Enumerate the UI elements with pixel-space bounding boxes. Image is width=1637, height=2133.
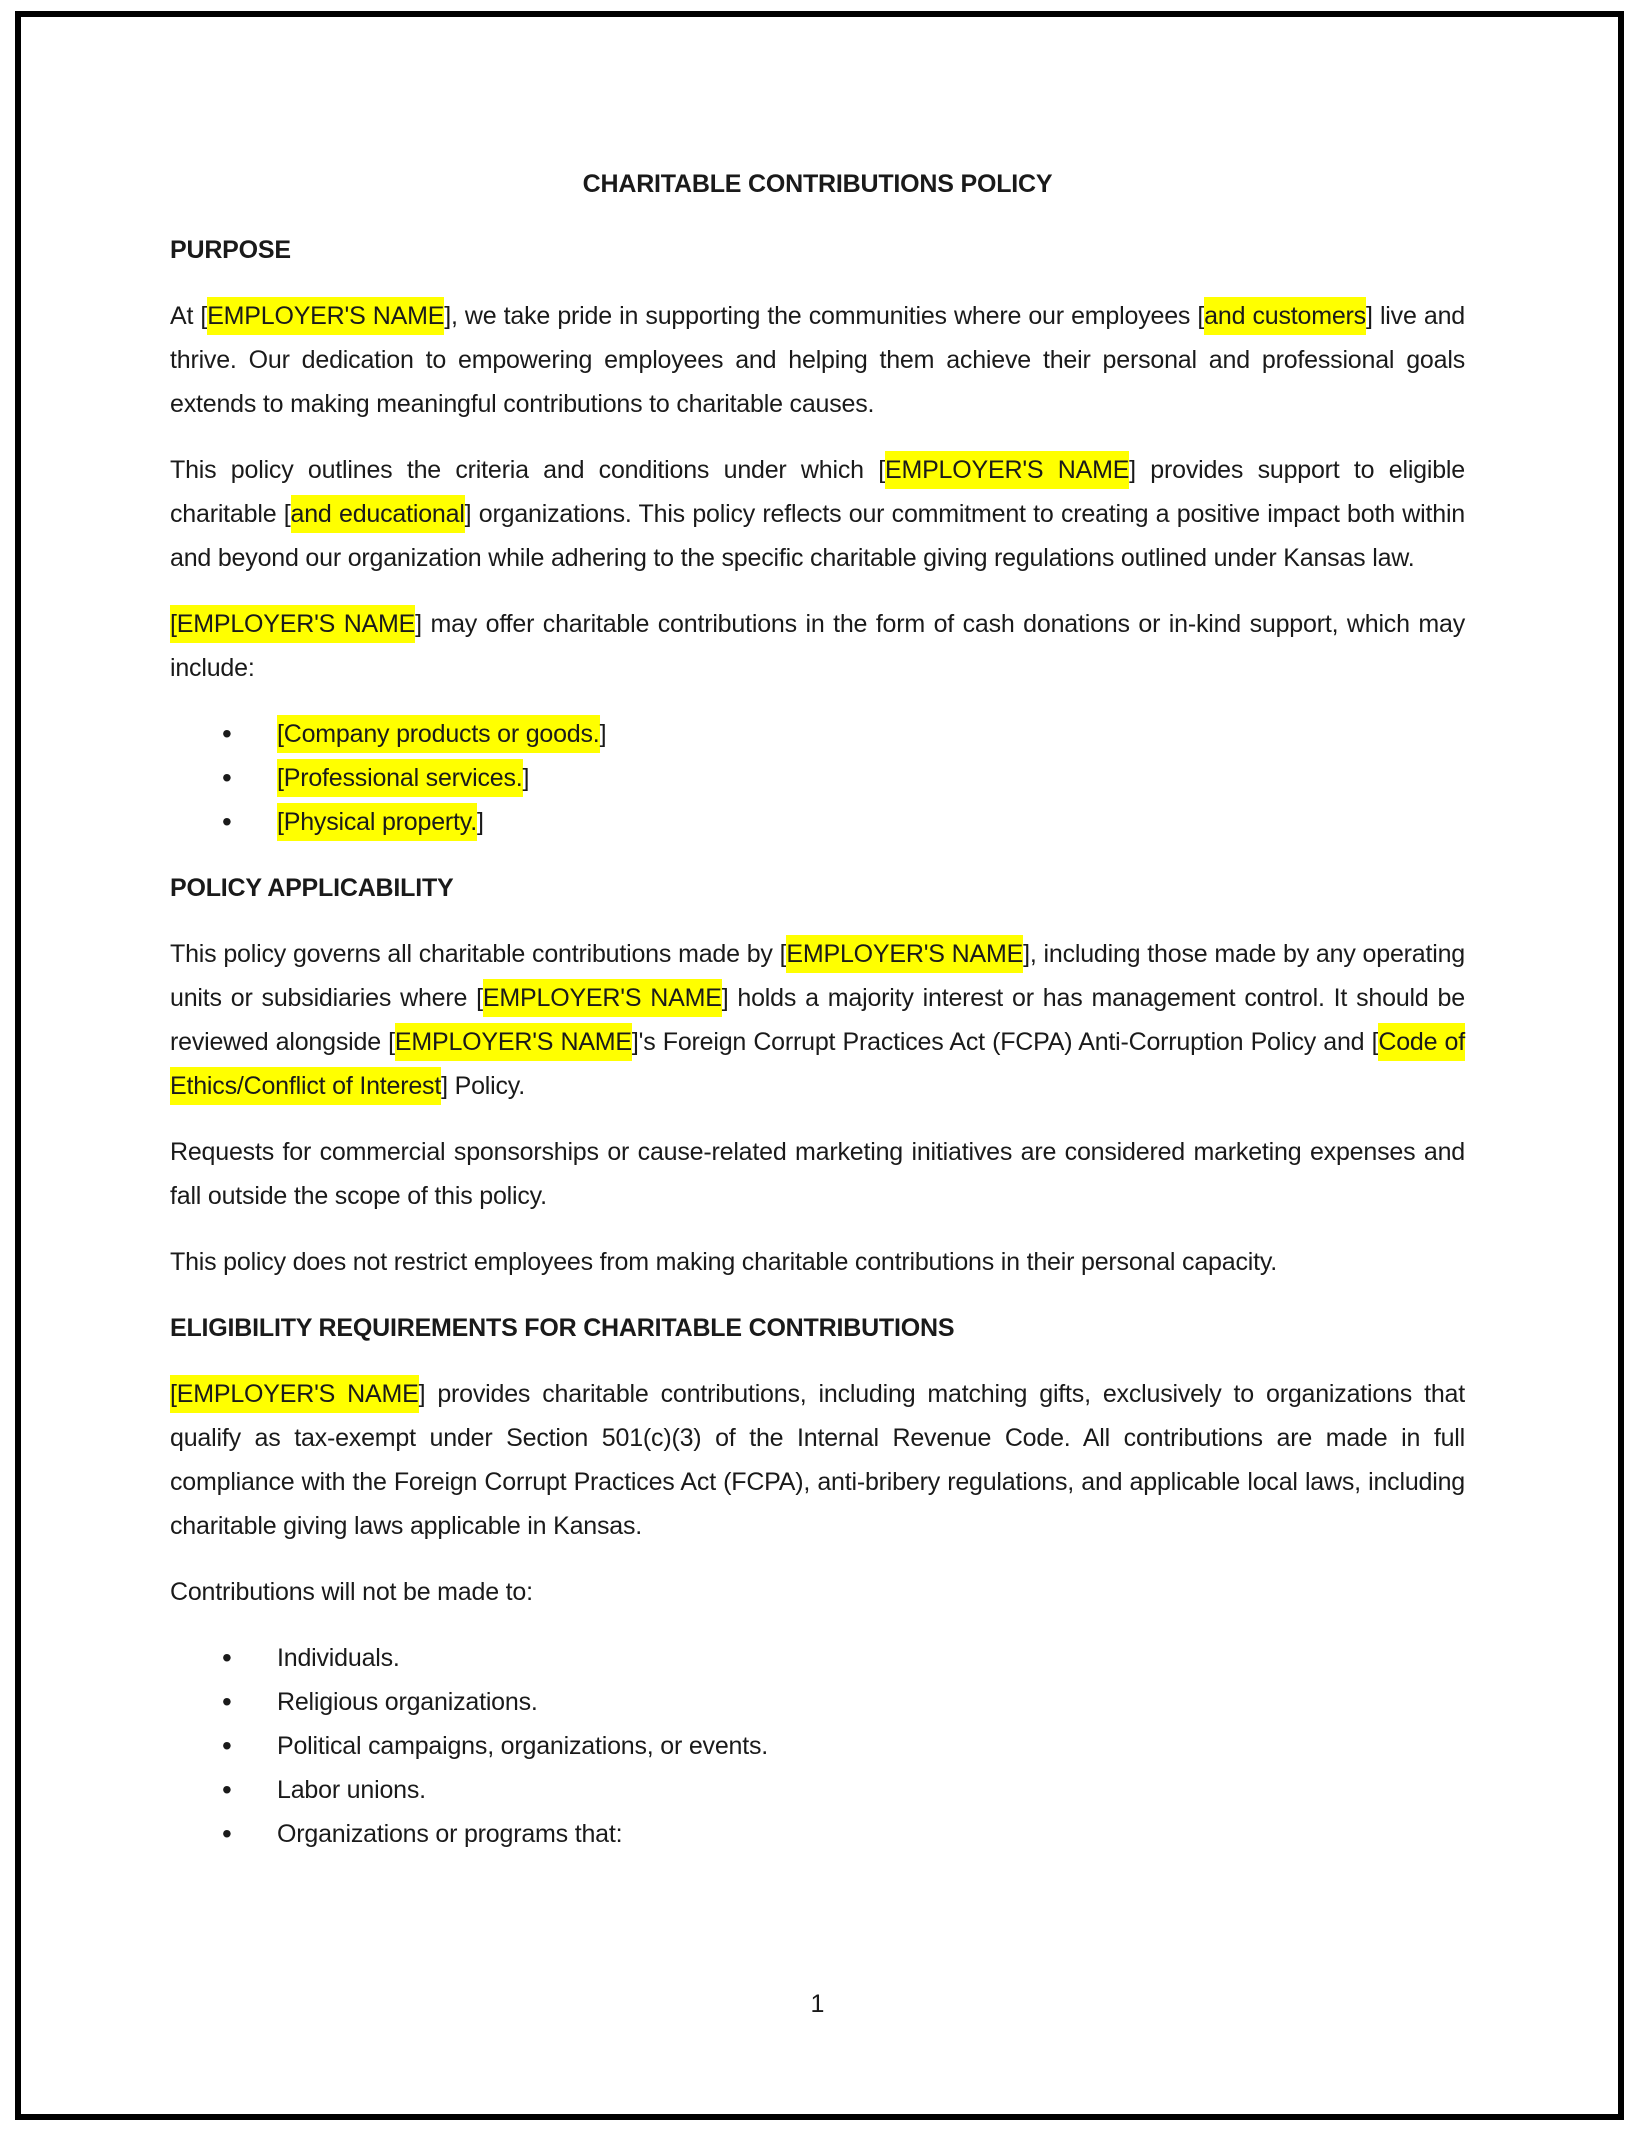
list-item [170,1680,1465,1724]
section-heading: ELIGIBILITY REQUIREMENTS FOR CHARITABLE CONTRIBUTIONS [170,1314,955,1342]
text-segment: This policy does not restrict employees from making charitable contributions in their personal capacity. [170,1248,1278,1276]
section-heading: PURPOSE [170,236,291,264]
text-segment: Individuals. [277,1644,400,1672]
text-segment: Requests for commercial sponsorships or cause-related marketing initiatives are considered marketing expenses and fall outside the scope of this policy. [170,1138,1465,1210]
text-segment: ] holds a majority interest or has management control. It should be reviewed alongside [ [170,984,1465,1056]
highlighted-text: EMPLOYER'S NAME [483,979,722,1017]
highlighted-text: and customers [1204,297,1366,335]
highlighted-text: [Physical property. [277,803,477,841]
list-item [170,756,1465,800]
highlighted-text: EMPLOYER'S NAME [207,297,444,335]
page-number: 1 [810,1990,825,2018]
list-item [170,1636,1465,1680]
list-item [170,1768,1465,1812]
text-segment: ] live and thrive. Our dedication to empowering employees and helping them achieve their personal and professional goals extends to making meaningful contributions to charitable causes. [170,302,1465,418]
paragraph [170,1372,1465,1548]
highlighted-text: EMPLOYER'S NAME [885,451,1129,489]
text-segment: ], we take pride in supporting the communities where our employees [ [444,302,1205,330]
text-segment: ] organizations. This policy reflects our commitment to creating a positive impact both within and beyond our organization while adhering to the specific charitable giving regulations outlined under Kansas law. [170,500,1465,572]
text-segment: Political campaigns, organizations, or events. [277,1732,769,1760]
text-segment: ]'s Foreign Corrupt Practices Act (FCPA) Anti-Corruption Policy and [ [631,1028,1379,1056]
paragraph [170,602,1465,690]
paragraph [170,1240,1465,1284]
text-segment: ] Policy. [441,1072,525,1100]
text-segment: Contributions will not be made to: [170,1578,533,1606]
text-segment: ] provides support to eligible charitable [ [170,456,1465,528]
text-segment: ] may offer charitable contributions in the form of cash donations or in-kind support, which may include: [170,610,1465,682]
paragraph [170,1570,1465,1614]
highlighted-text: EMPLOYER'S NAME [786,935,1023,973]
list-item [170,800,1465,844]
paragraph [170,932,1465,1108]
list-item [170,1812,1465,1856]
text-segment: Organizations or programs that: [277,1820,623,1848]
text-segment: ] [476,808,484,836]
highlighted-text: [EMPLOYER'S NAME [170,605,415,643]
text-segment: Labor unions. [277,1776,426,1804]
document-title: CHARITABLE CONTRIBUTIONS POLICY [582,170,1053,198]
highlighted-text: [Professional services. [277,759,523,797]
list-item [170,712,1465,756]
bullet-list [170,712,1465,844]
paragraph [170,1130,1465,1218]
paragraph [170,448,1465,580]
highlighted-text: [EMPLOYER'S NAME [170,1375,419,1413]
page-footer [170,1982,1465,2026]
text-segment: ], including those made by any operating units or subsidiaries where [ [170,940,1465,1012]
text-segment: ] [522,764,530,792]
highlighted-text: EMPLOYER'S NAME [395,1023,632,1061]
text-segment: This policy outlines the criteria and conditions under which [ [170,456,885,484]
text-segment: Religious organizations. [277,1688,538,1716]
list-item [170,1724,1465,1768]
bullet-list [170,1636,1465,1856]
text-segment: ] [599,720,607,748]
highlighted-text: Code of Ethics/Conflict of Interest [170,1023,1465,1105]
text-segment: ] provides charitable contributions, including matching gifts, exclusively to organizations that qualify as tax-exempt under Section 501(c)(3) of the Internal Revenue Code. All contributions are made in full compliance with the Foreign Corrupt Practices Act (FCPA), anti-bribery regulations, and applicable local laws, including charitable giving laws applicable in Kansas. [170,1380,1465,1540]
highlighted-text: and educational [291,495,465,533]
highlighted-text: [Company products or goods. [277,715,600,753]
text-segment: This policy governs all charitable contributions made by [ [170,940,787,968]
text-segment: At [ [170,302,208,330]
paragraph [170,294,1465,426]
document-content [170,162,1465,1878]
section-heading: POLICY APPLICABILITY [170,874,454,902]
